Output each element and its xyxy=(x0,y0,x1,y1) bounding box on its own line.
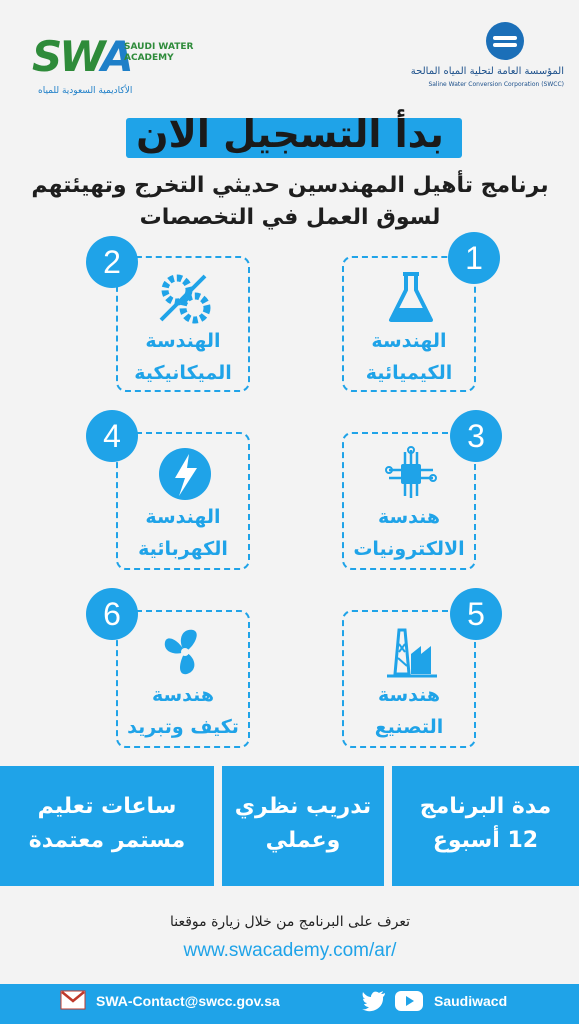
fan-icon xyxy=(155,624,215,680)
card-label-line-1: هندسة xyxy=(151,684,215,706)
flask-icon xyxy=(381,270,441,326)
card-label-line-1: الهندسة xyxy=(371,330,447,352)
visit-text: تعرف على البرنامج من خلال زيارة موقعنا xyxy=(169,914,411,930)
card-label-line-2: الميكانيكية xyxy=(134,362,232,384)
social-handle[interactable]: Saudiwacd xyxy=(434,993,508,1009)
card-label-line-2: الالكترونيات xyxy=(353,538,465,560)
swa-mark-icon: SWA xyxy=(32,32,131,81)
factory-icon xyxy=(381,624,441,680)
card-number-badge: 4 xyxy=(86,410,138,462)
swcc-arabic-name: المؤسسة العامة لتحلية المياه المالحة xyxy=(410,66,564,77)
panel-hours xyxy=(0,766,214,886)
panel-line-2: وعملي xyxy=(265,828,341,853)
card-label-line-1: الهندسة xyxy=(145,330,221,352)
swa-english-name: SAUDI WATER ACADEMY xyxy=(124,42,194,63)
subtitle-line-1: برنامج تأهيل المهندسين حديثي التخرج وتهيئتهم xyxy=(31,173,549,198)
card-label-line-1: الهندسة xyxy=(145,506,221,528)
panel-line-1: مدة البرنامج xyxy=(419,794,552,819)
gears-icon xyxy=(155,270,215,326)
panel-line-1: تدريب نظري xyxy=(234,794,372,819)
card-number-badge: 3 xyxy=(450,410,502,462)
card-label-line-2: التصنيع xyxy=(374,716,444,738)
card-label-line-1: هندسة xyxy=(377,506,441,528)
card-number-badge: 6 xyxy=(86,588,138,640)
swa-logo xyxy=(32,32,192,102)
panel-line-2: 12 أسبوع xyxy=(432,828,539,853)
swcc-emblem-icon xyxy=(486,22,524,60)
swcc-english-name: Saline Water Conversion Corporation (SWCC) xyxy=(428,81,564,88)
card-number-badge: 5 xyxy=(450,588,502,640)
twitter-icon[interactable] xyxy=(362,990,386,1012)
card-number-badge: 1 xyxy=(448,232,500,284)
subtitle-line-2: لسوق العمل في التخصصات xyxy=(139,205,441,230)
mail-icon xyxy=(60,990,86,1010)
website-link[interactable]: www.swacademy.com/ar/ xyxy=(183,940,397,961)
swa-arabic-name: الأكاديمية السعودية للمياه xyxy=(38,86,133,96)
contact-email[interactable]: SWA-Contact@swcc.gov.sa xyxy=(96,993,280,1009)
panel-line-1: ساعات تعليم xyxy=(37,794,177,819)
panel-duration xyxy=(392,766,579,886)
card-mechanical xyxy=(116,256,250,392)
lightning-icon xyxy=(155,446,215,502)
subtitle xyxy=(20,170,560,234)
card-hvac xyxy=(116,610,250,748)
card-label-line-1: هندسة xyxy=(377,684,441,706)
swcc-logo xyxy=(410,22,570,92)
panel-training xyxy=(222,766,384,886)
panel-line-2: مستمر معتمدة xyxy=(28,828,186,853)
page-title: بدأ التسجيل الان xyxy=(136,112,444,156)
card-label-line-2: الكيميائية xyxy=(365,362,453,384)
card-label-line-2: الكهربائية xyxy=(138,538,228,560)
chip-icon xyxy=(381,446,441,502)
card-label-line-2: تكيف وتبريد xyxy=(127,716,239,738)
card-number-badge: 2 xyxy=(86,236,138,288)
youtube-icon[interactable] xyxy=(394,990,424,1012)
card-electrical xyxy=(116,432,250,570)
